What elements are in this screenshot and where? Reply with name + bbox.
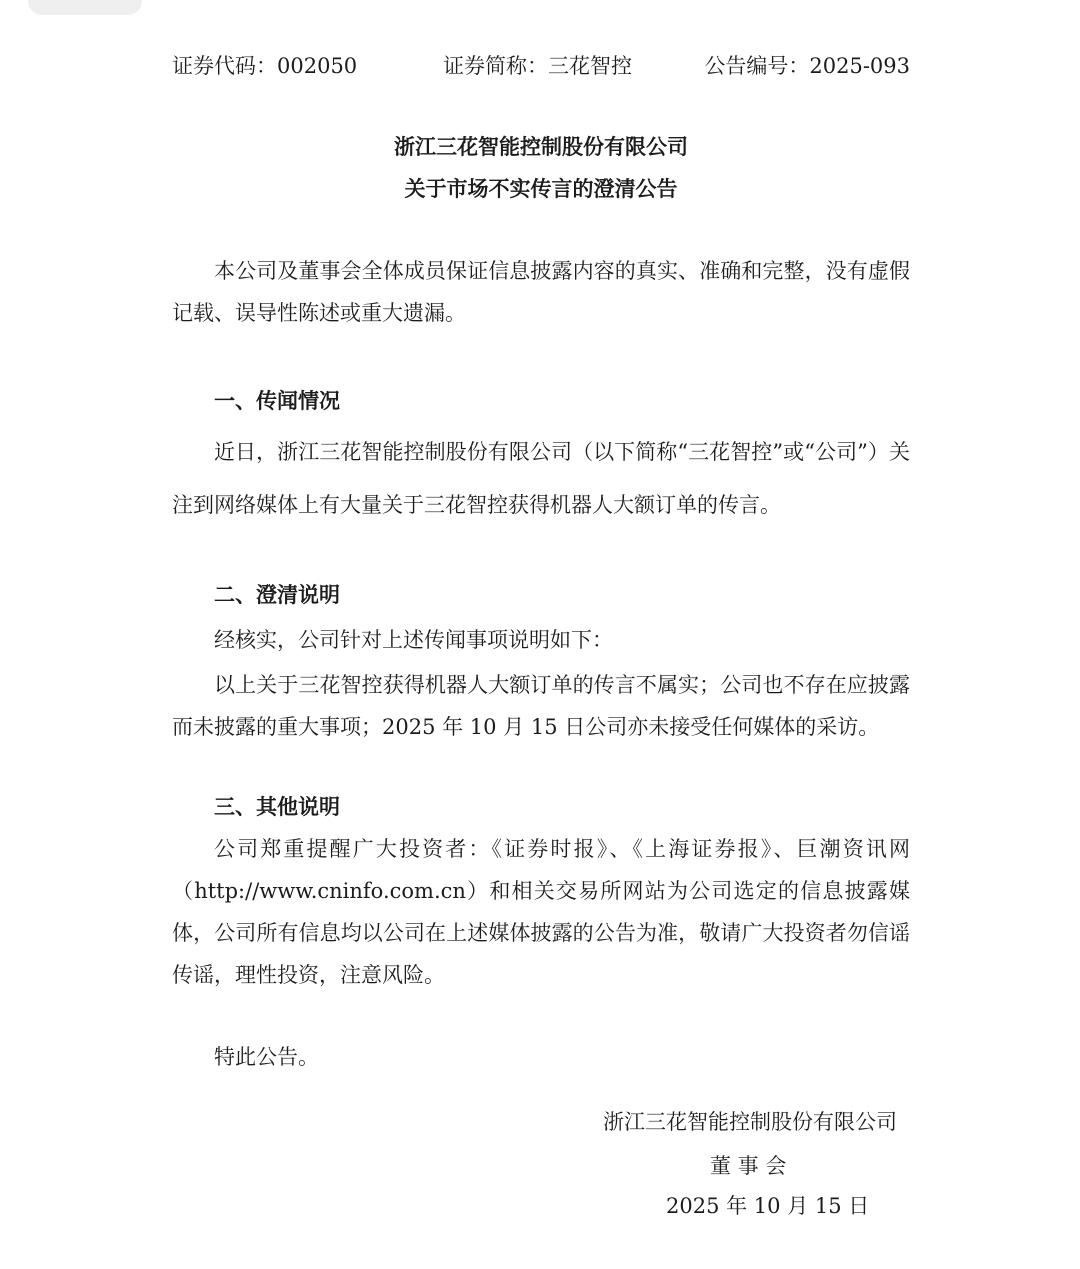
announcement-header: [172, 44, 910, 84]
section-other-paragraph: 公司郑重提醒广大投资者：《证券时报》、《上海证券报》、巨潮资讯网（http://www.cninfo.com.cn）和相关交易所网站为公司选定的信息披露媒体，公司所有信息均以公司在上述媒体披露的公告为准，敬请广大投资者勿信谣传谣，理性投资，注意风险。: [172, 837, 910, 987]
company-title: 浙江三花智能控制股份有限公司: [394, 134, 688, 159]
signature-company: 浙江三花智能控制股份有限公司: [603, 1110, 897, 1134]
section-clarification-paragraph-1: 经核实，公司针对上述传闻事项说明如下：: [214, 628, 613, 652]
section-heading-clarification: 二、澄清说明: [214, 582, 340, 607]
announcement-document: [172, 44, 910, 1078]
disclosure-statement: 本公司及董事会全体成员保证信息披露内容的真实、准确和完整，没有虚假记载、误导性陈述或重大遗漏。: [172, 259, 910, 325]
announcement-number: 公告编号：2025-093: [704, 54, 910, 78]
closing-remark: 特此公告。: [214, 1045, 319, 1069]
viewer-tab-handle[interactable]: [28, 0, 142, 15]
section-heading-other: 三、其他说明: [214, 794, 340, 819]
security-short-name: 证券简称：三花智控: [443, 54, 632, 78]
security-code: 证券代码：002050: [172, 54, 358, 78]
announcement-title: 关于市场不实传言的澄清公告: [404, 176, 678, 201]
section-clarification-paragraph-2: 以上关于三花智控获得机器人大额订单的传言不属实；公司也不存在应披露而未披露的重大事项；2025 年 10 月 15 日公司亦未接受任何媒体的采访。: [172, 673, 910, 739]
section-rumor-paragraph: 近日，浙江三花智能控制股份有限公司（以下简称“三花智控”或“公司”）关注到网络媒体上有大量关于三花智控获得机器人大额订单的传言。: [172, 440, 910, 517]
signature-date: 2025 年 10 月 15 日: [666, 1194, 870, 1218]
section-heading-rumor: 一、传闻情况: [214, 388, 340, 413]
signature-board: 董 事 会: [710, 1154, 787, 1178]
